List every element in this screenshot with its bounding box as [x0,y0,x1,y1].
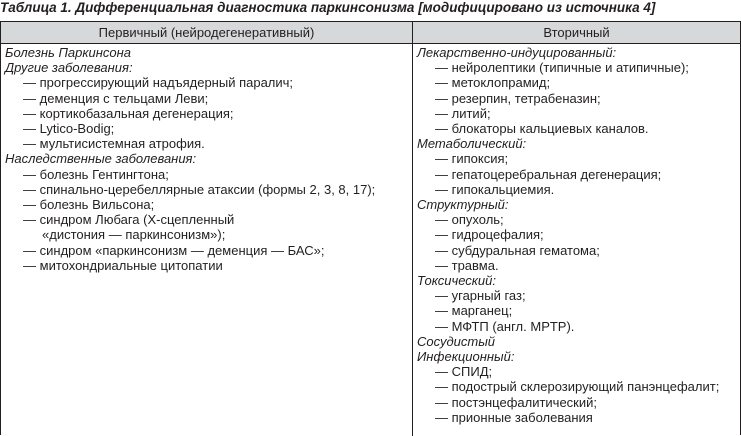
list-item: — подострый склерозирующий панэнцефалит; [413,379,740,394]
list-item: — гипокальциемия. [413,182,740,197]
primary-heading: Болезнь Паркинсона [5,45,131,60]
header-primary: Первичный (нейродегенеративный) [98,25,315,40]
list-item: — субдуральная гематома; [413,243,740,258]
table-header-row [1,22,740,44]
list-item: — кортикобазальная дегенерация; [1,106,412,121]
list-item: — прионные заболевания [413,410,740,425]
list-item: — резерпин, тетрабеназин; [413,91,740,106]
list-item: — митохондриальные цитопатии [1,258,412,273]
secondary-heading: Лекарственно-индуцированный: [417,45,617,60]
header-secondary: Вторичный [543,25,610,40]
list-item: — нейролептики (типичные и атипичные); [413,60,740,75]
list-item: — литий; [413,106,740,121]
list-item: — угарный газ; [413,288,740,303]
list-item: — метоклопрамид; [413,75,740,90]
list-item: — спинально-церебеллярные атаксии (формы 2, 3, 8, 17); [1,182,412,197]
list-item: — синдром Любага (Х-сцепленный [1,212,412,227]
list-item: — постэнцефалитический; [413,395,740,410]
list-item: — блокаторы кальциевых каналов. [413,121,740,136]
list-item: — марганец; [413,303,740,318]
secondary-heading: Инфекционный: [417,349,515,365]
secondary-heading: Структурный: [417,197,509,213]
secondary-heading: Метаболический: [417,136,527,152]
list-item-continuation: «дистония — паркинсонизм»); [42,227,226,243]
list-item: — гипоксия; [413,151,740,166]
list-item: — гепатоцеребральная дегенерация; [413,167,740,182]
list-item: — болезнь Вильсона; [1,197,412,212]
primary-heading: Другие заболевания: [5,60,133,76]
primary-heading: Наследственные заболевания: [5,151,197,167]
list-item: — болезнь Гентингтона; [1,167,412,182]
list-item: — СПИД; [413,364,740,379]
list-item: — прогрессирующий надъядерный паралич; [1,75,412,90]
secondary-heading: Токсический: [417,273,496,289]
list-item: — Lytico-Bodig; [1,121,412,136]
table-caption: Таблица 1. Дифференциальная диагностика паркинсонизма [модифицировано из источника 4] [0,0,656,15]
list-item: — опухоль; [413,212,740,227]
list-item: — синдром «паркинсонизм — деменция — БАС»; [1,243,412,258]
list-item: — травма. [413,258,740,273]
list-item: — мультисистемная атрофия. [1,136,412,151]
diagnosis-table [0,21,741,435]
primary-column [1,45,412,273]
list-item: — деменция с тельцами Леви; [1,91,412,106]
secondary-column [413,45,740,425]
list-item: — МФТП (англ. MPTP). [413,319,740,334]
secondary-heading: Сосудистый [417,333,496,349]
list-item: — гидроцефалия; [413,227,740,242]
